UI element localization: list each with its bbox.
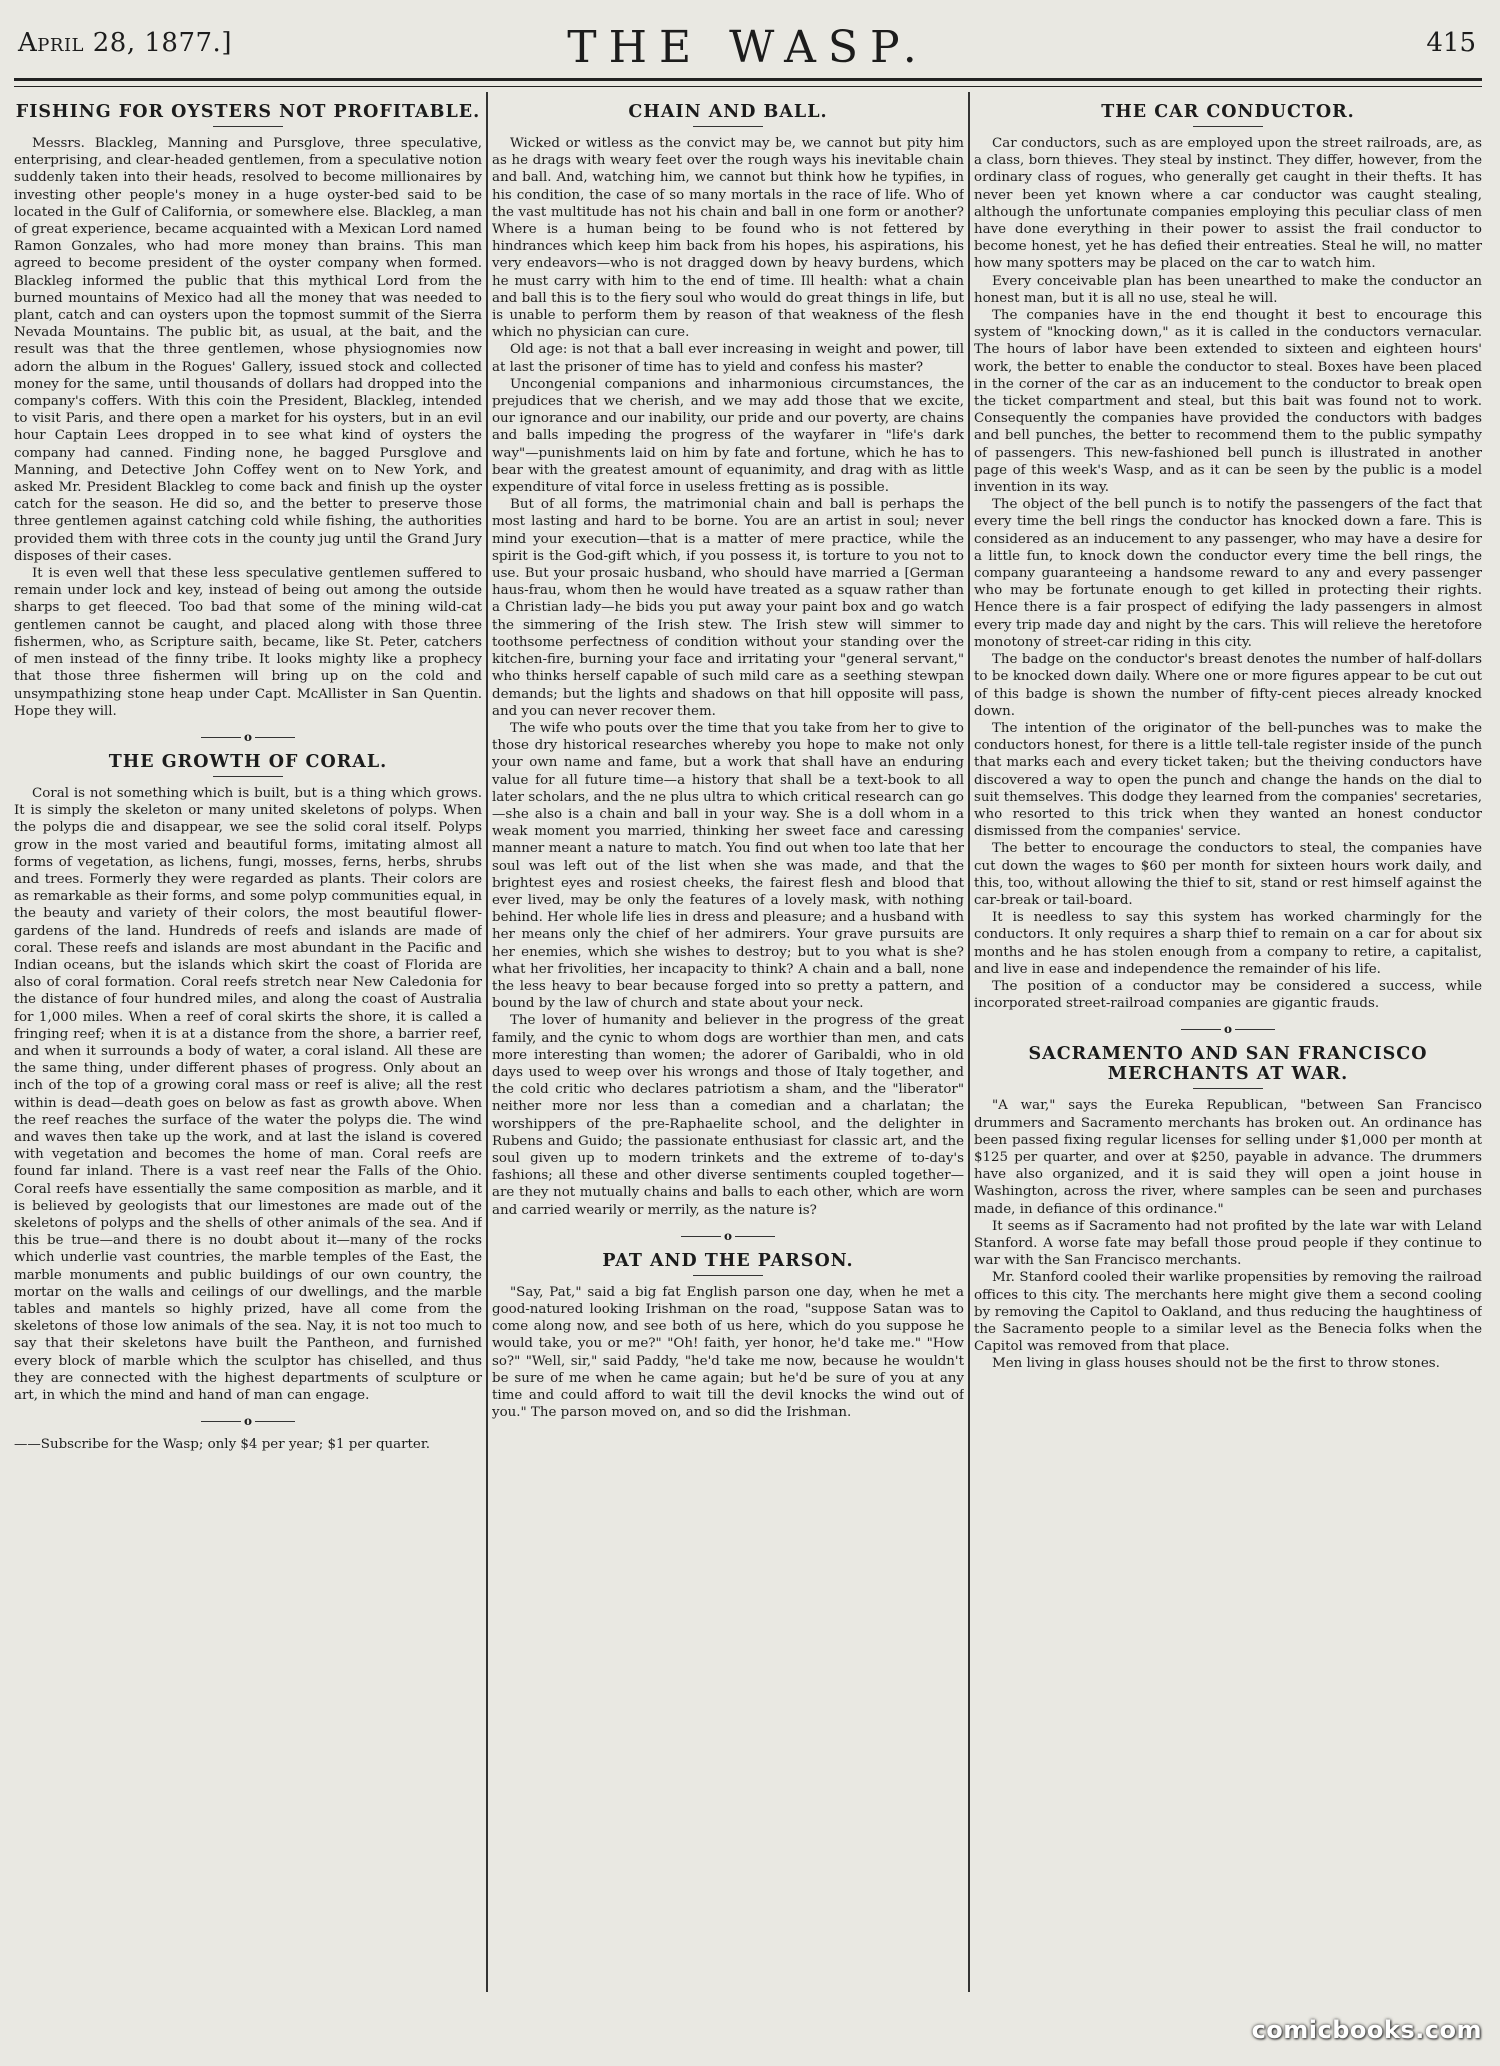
site-watermark: comicbooks.com [1251, 2016, 1482, 2044]
column-right [974, 96, 1482, 2006]
article-paragraph: The companies have in the end thought it best to encourage this system of "knocking down," as it is called in the conductors vernacular. The hours of labor have been extended to sixteen and eighteen hours' work, the better to enable the conductor to steal. Boxes have been placed in the corner of the car as an inducement to the conductor to break open the ticket compartment and steal, but this bait was found not to work. Consequently the companies have provided the conductors with badges and bell punches, the better to recommend them to the public sympathy of passengers. This new-fashioned bell punch is illustrated in another page of this week's Wasp, and as it can be seen by the public is a model invention in its way. [974, 308, 1482, 496]
article-paragraph: The wife who pouts over the time that you take from her to give to those dry historical researches whereby you hope to make not only your own name and fame, but a work that shall have an enduring value for all future time—a history that shall be a text-book to all later scholars, and the ne plus ultra to which critical research can go—she also is a chain and ball in your way. She is a doll whom in a weak moment you married, thinking her sweet face and caressing manner meant a nature to match. You find out when too late that her soul was left out of the list when she was made, and that the brightest eyes and rosiest cheeks, the fairest flesh and blood that ever lived, may be only the features of a lovely mask, with nothing behind. Her whole life lies in dress and pleasure; and a husband with her means only the chief of her admirers. Your grave pursuits are her enemies, which she wishes to destroy; but to you what is she? what her frivolities, her incapacity to think? A chain and a ball, none the less heavy to bear because forged into so pretty a pattern, and bound by the law of church and state about your neck. [492, 720, 964, 1012]
title-rule [693, 1275, 763, 1276]
column-left [14, 96, 482, 2006]
article-paragraph: The lover of humanity and believer in the progress of the great family, and the cynic to whom dogs are worthier than men, and cats more interesting than women; the adorer of Garibaldi, who in old days used to weep over his wrongs and those of Italy together, and the cold critic who declares patriotism a sham, and the "liberator" neither more nor less than a comedian and a charlatan; the worshippers of the pre-Raphaelite school, and the delighter in Rubens and Guido; the passionate enthusiast for classic art, and the soul given up to modern trinkets and the extreme of to-day's fashions; all these and other diverse sentiments coupled together—are they not mutually chains and balls to each other, which are worn and carried wearily or merrily, as the nature is? [492, 1013, 964, 1218]
article-paragraph: Wicked or witless as the convict may be, we cannot but pity him as he drags with weary feet over the rough ways his inevitable chain and ball. And, watching him, we cannot but think how he typifies, in his condition, the case of so many mortals in the race of life. Who of the vast multitude has not his chain and ball in one form or another? Where is a human being to be found who is not fettered by hindrances which keep him back from his hopes, his aspirations, his very endeavors—who is not dragged down by heavy burdens, which he must carry with him to the end of time. Ill health: what a chain and ball this is to the fiery soul who would do great things in life, but is unable to perform them by reason of that weakness of the flesh which no physician can cure. [492, 136, 964, 341]
article-title-parson: PAT AND THE PARSON. [602, 1250, 854, 1271]
subscribe-notice: ——Subscribe for the Wasp; only $4 per year; $1 per quarter. [14, 1437, 431, 1453]
issue-date: April 28, 1877.] [18, 28, 232, 58]
article-paragraph: The better to encourage the conductors to steal, the companies have cut down the wages to $60 per month for sixteen hours work daily, and this, too, without allowing the thief to sit, stand or rest himself against the car-break or tail-board. [974, 841, 1482, 908]
article-title-merchants: SACRAMENTO AND SAN FRANCISCO MERCHANTS AT WAR. [1028, 1044, 1428, 1085]
article-title-conductor: THE CAR CONDUCTOR. [1101, 102, 1355, 122]
article-paragraph: The badge on the conductor's breast denotes the number of half-dollars to be knocked down daily. Where one or more figures appear to be cut out of this badge is shown the number of fifty-cent pieces already knocked down. [974, 652, 1482, 719]
article-paragraph: It seems as if Sacramento had not profited by the late war with Leland Stanford. A worse fate may befall those proud people if they continue to war with the San Francisco merchants. [974, 1218, 1482, 1269]
article-title-oysters: FISHING FOR OYSTERS NOT PROFITABLE. [15, 102, 481, 122]
article-paragraph: Uncongenial companions and inharmonious circumstances, the prejudices that we cherish, and we may add those that we excite, our ignorance and our inability, our pride and our poverty, are chains and balls impeding the progress of the wayfarer in "life's dark way"—punishments laid on him by fate and fortune, which he has to bear with the greatest amount of equanimity, and drag with as little expenditure of vital force in useless fretting as is possible. [492, 376, 964, 496]
article-paragraph: It is needless to say this system has worked charmingly for the conductors. It only requires a sharp thief to remain on a car for about six months and he has stolen enough from a company to retire, a capitalist, and live in ease and independence the remainder of his life. [974, 910, 1482, 977]
article-title-coral: THE GROWTH OF CORAL. [108, 751, 388, 772]
title-rule [213, 126, 283, 127]
article-paragraph: Coral is not something which is built, but is a thing which grows. It is simply the skeleton or many united skeletons of polyps. When the polyps die and disappear, we see the solid coral itself. Polyps grow in the most varied and beautiful forms, imitating almost all forms of vegetation, as lichens, fungi, mosses, ferns, herbs, shrubs and trees. Formerly they were regarded as plants. Their colors are as remarkable as their forms, and some polyp communities equal, in the beauty and variety of their colors, the most beautiful flower-gardens of the land. Hundreds of reefs and islands are made of coral. These reefs and islands are most abundant in the Pacific and Indian oceans, but the islands which skirt the coast of Florida are also of coral formation. Coral reefs stretch near New Caledonia for the distance of four hundred miles, and along the coast of Australia for 1,000 miles. When a reef of coral skirts the shore, it is called a fringing reef; when it is at a distance from the shore, a barrier reef, and when it surrounds a body of water, a coral island. All these are the same thing, under different phases of progress. Only about an inch of the top of a growing coral mass or reef is alive; all the rest within is dead—death goes on below as fast as growth above. When the reef reaches the surface of the water the polyps die. The wind and waves then take up the work, and at last the island is covered with vegetation and becomes the home of man. Coral reefs are found far inland. There is a vast reef near the Falls of the Ohio. Coral reefs have essentially the same composition as marble, and it is believed by geologists that our limestones are made out of the skeletons of polyps and the shells of other animals of the sea. And if this be true—and there is no doubt about it—many of the rocks which underlie vast countries, the marble temples of the East, the marble monuments and public buildings of our own country, the mortar on the walls and ceilings of our dwellings, and the marble tables and mantels so highly prized, have all come from the skeletons of those low animals of the sea. Nay, it is not too much to say that their skeletons have built the Pantheon, and furnished every block of marble which the sculptor has chiselled, and thus they are connected with the highest departments of sculpture or art, in which the mind and hand of man can engage. [14, 785, 482, 1404]
section-separator: o [974, 1022, 1482, 1036]
column-divider [486, 92, 488, 1992]
newspaper-title: THE WASP. [567, 22, 929, 73]
article-paragraph: Messrs. Blackleg, Manning and Pursglove, three speculative, enterprising, and clear-headed gentlemen, from a speculative notion suddenly taken into their heads, resolved to become millionaires by investing other people's money in a huge oyster-bed said to be located in the Gulf of California, or somewhere else. Blackleg, a man of great experience, became acquainted with a Mexican Lord named Ramon Gonzales, who had more money than brains. This man agreed to become president of the oyster company when formed. Blackleg informed the public that this mythical Lord from the burned mountains of Mexico had all the money that was needed to plant, catch and can oysters upon the topmost summit of the Sierra Nevada Mountains. The public bit, as usual, at the bait, and the result was that the three gentlemen, whose physiognomies now adorn the album in the Rogues' Gallery, issued stock and collected money for the same, until thousands of dollars had dropped into the company's coffers. With this coin the President, Blackleg, intended to visit Paris, and there open a market for his oysters, but in an evil hour Captain Lees dropped in to see what kind of oysters the company had canned. Finding none, he bagged Pursglove and Manning, and Detective John Coffey went on to New York, and asked Mr. President Blackleg to come back and finish up the oyster catch for the season. He did so, and the better to preserve those three gentlemen against catching cold while fishing, the authorities provided them with three cots in the county jug until the Grand Jury disposes of their cases. [14, 136, 482, 564]
article-paragraph: Car conductors, such as are employed upon the street railroads, are, as a class, born thieves. They steal by instinct. They differ, however, from the ordinary class of rogues, who generally get caught in their thefts. It has never been yet known where a car conductor was caught stealing, although the unfortunate companies employing this peculiar class of men have done everything in their power to assist the frail conductor to become honest, yet he has defied their entreaties. Steal he will, no matter how many spotters may be placed on the car to watch him. [974, 136, 1482, 272]
article-title-chain: CHAIN AND BALL. [628, 102, 828, 122]
article-paragraph: Old age: is not that a ball ever increasing in weight and power, till at last the prisoner of time has to yield and confess his master? [492, 342, 964, 375]
title-rule [213, 776, 283, 777]
article-paragraph: But of all forms, the matrimonial chain and ball is perhaps the most lasting and hard to be borne. You are an artist in soul; never mind your execution—that is a matter of mere practice, while the spirit is the God-gift which, if you possess it, is torture to you not to use. But your prosaic husband, who should have married a [German haus-frau, whom then he would have treated as a squaw rather than a Christian lady—he bids you put away your paint box and go watch the simmering of the Irish stew. The Irish stew will simmer to toothsome perfectness of condition without your standing over the kitchen-fire, burning your face and irritating your "general servant," who thinks herself capable of such mild care as a seething stewpan demands; but the lights and shadows on that hill opposite will pass, and you can never recover them. [492, 497, 964, 719]
title-rule [1193, 1088, 1263, 1089]
article-paragraph: Every conceivable plan has been unearthed to make the conductor an honest man, but it is all no use, steal he will. [974, 273, 1482, 306]
page-number: 415 [1426, 28, 1476, 58]
section-separator: o [14, 730, 482, 744]
header-rule-thin [14, 86, 1482, 87]
column-middle [492, 96, 964, 2006]
article-paragraph: It is even well that these less speculative gentlemen suffered to remain under lock and key, instead of being out among the outside sharps to get fleeced. Too bad that some of the mining wild-cat gentlemen cannot be caught, and placed along with those three fishermen, who, as Scripture saith, became, like St. Peter, catchers of men instead of the finny tribe. It looks mighty like a prophecy that those three fishermen will bring up on the cold and unsympathizing stone heap under Capt. McAllister in San Quentin. Hope they will. [14, 566, 482, 719]
section-separator: o [492, 1229, 964, 1243]
column-divider [968, 92, 970, 1992]
article-paragraph: Mr. Stanford cooled their warlike propensities by removing the railroad offices to this city. The merchants here might give them a second cooling by removing the Capitol to Oakland, and thus reducing the haughtiness of the Sacramento people to a similar level as the Benecia folks when the Capitol was removed from that place. [974, 1270, 1482, 1355]
article-paragraph: The intention of the originator of the bell-punches was to make the conductors honest, for there is a little tell-tale register inside of the punch that marks each and every ticket taken; but the theiving conductors have discovered a way to open the punch and change the hands on the dial to suit themselves. This dodge they learned from the companies' secretaries, who resorted to this trick when they wanted an honest conductor dismissed from the companies' service. [974, 720, 1482, 840]
title-rule [693, 126, 763, 127]
article-paragraph: Men living in glass houses should not be the first to throw stones. [992, 1356, 1440, 1372]
article-paragraph: "Say, Pat," said a big fat English parson one day, when he met a good-natured looking Irishman on the road, "suppose Satan was to come along now, and see both of us here, which do you suppose he would take, you or me?" "Oh! faith, yer honor, he'd take me." "How so?" "Well, sir," said Paddy, "he'd take me now, because he wouldn't be sure of me when he came again; but he'd be sure of you at any time and could afford to wait till the devil knocks the wind out of you." The parson moved on, and so did the Irishman. [492, 1284, 964, 1421]
article-paragraph: The object of the bell punch is to notify the passengers of the fact that every time the bell rings the conductor has knocked down a fare. This is considered as an inducement to any passenger, who may have a desire for a little fun, to knock down the conductor every time the bell rings, the company guaranteeing a handsome reward to any and every passenger who may be fortunate enough to get killed in protecting their rights. Hence there is a fair prospect of edifying the lady passengers in almost every trip made day and night by the cars. This will relieve the heretofore monotony of street-car riding in this city. [974, 497, 1482, 650]
masthead [14, 20, 1482, 73]
article-paragraph: The position of a conductor may be considered a success, while incorporated street-railroad companies are gigantic frauds. [974, 978, 1482, 1012]
header-rule-thick [14, 78, 1482, 81]
title-rule [1193, 126, 1263, 127]
section-separator: o [14, 1414, 482, 1428]
article-paragraph: "A war," says the Eureka Republican, "between San Francisco drummers and Sacramento merchants has broken out. An ordinance has been passed fixing regular licenses for selling under $1,000 per month at $125 per quarter, and over at $250, payable in advance. The drummers have also organized, and it is said they will open a joint house in Washington, across the river, where samples can be seen and purchases made, in defiance of this ordinance." [974, 1098, 1482, 1217]
